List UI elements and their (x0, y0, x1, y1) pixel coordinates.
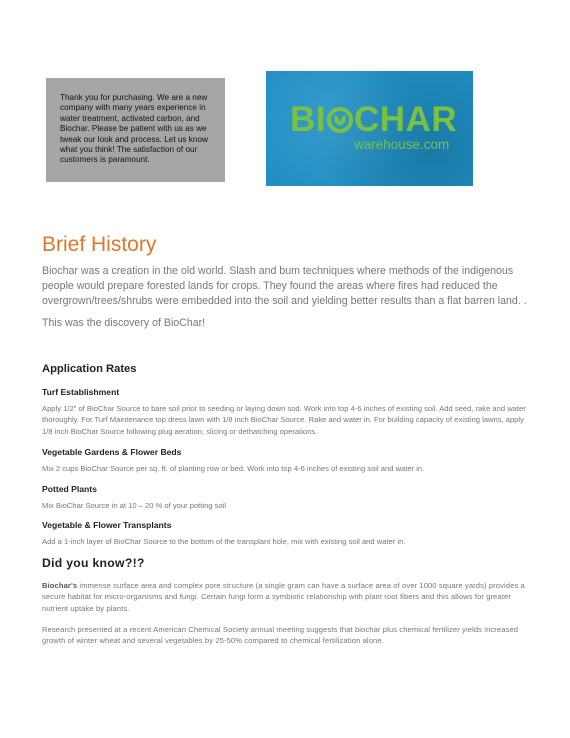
thank-you-text: Thank you for purchasing. We are a new company with many years experience in water treatment, activated carbon, and Biochar. Please be patient with us as we tweak our look and process. Let us know what you think! The satisfaction of our customers is paramount. (60, 93, 208, 165)
application-rates-title: Application Rates (42, 363, 137, 375)
transplants-text: Add a 1-inch layer of BioChar Source to the bottom of the transplant hole, mix with existing soil and water in. (42, 537, 406, 546)
did-you-know-lead: Biochar's (42, 581, 78, 590)
biochar-logo (266, 71, 473, 186)
gardens-heading: Vegetable Gardens & Flower Beds (42, 447, 182, 457)
brief-history-discovery: This was the discovery of BioChar! (42, 317, 206, 329)
brief-history-title: Brief History (42, 233, 157, 256)
did-you-know-body (42, 580, 536, 614)
logo-wordmark (290, 102, 457, 138)
gardens-text: Mix 2 cups BioChar Source per sq. ft. of planting row or bed. Work into top 4-6 inches of existing soil and water in. (42, 464, 425, 473)
logo-word-left: BI (290, 100, 326, 139)
transplants-heading: Vegetable & Flower Transplants (42, 520, 172, 530)
logo-subtitle: warehouse.com (354, 137, 450, 152)
did-you-know-title: Did you know?!? (42, 556, 145, 570)
did-you-know-text: immense surface area and complex pore structure (a single gram can have a surface area of over 1000 square yards) provides a secure habitat for micro-organisms and fungi. Certain fungi form a symbiotic relationship with plant root fibers and this allows for greater nutrient uptake by plants. (42, 581, 525, 613)
brief-history-body: Biochar was a creation in the old world. Slash and bum techniques where methods of the indigenous people would prepare forested lands for crops. They found the areas where fires had reduced the overgrown/trees/shrubs were embedded into the soil and yielding better results than a flat barren land. . (42, 265, 527, 307)
turf-text: Apply 1/2" of BioChar Source to bare soil prior to seeding or laying down sod. Work into top 4-6 inches of existing soil. Add seed, rake and water thoroughly. For Turf Maintenance top dress lawn with 1/8 inch BioChar Source. Rake and water in. For building capacity of existing lawns, apply 1/8 inch BioChar Source following plug aeration, slicing or dethatching operations. (42, 404, 526, 436)
research-text: Research presented at a recent American Chemical Society annual meeting suggests that biochar plus chemical fertilizer yields increased growth of winter wheat and several vegetables by 25-50% compared to chemical fertilization alone. (42, 625, 519, 646)
leaf-o-icon (326, 106, 354, 134)
logo-word-right: CHAR (354, 100, 458, 139)
potted-text: Mix BioChar Source in at 10 – 20 % of your potting soil (42, 501, 227, 510)
thank-you-note (46, 78, 225, 182)
potted-heading: Potted Plants (42, 484, 97, 494)
turf-heading: Turf Establishment (42, 387, 120, 397)
